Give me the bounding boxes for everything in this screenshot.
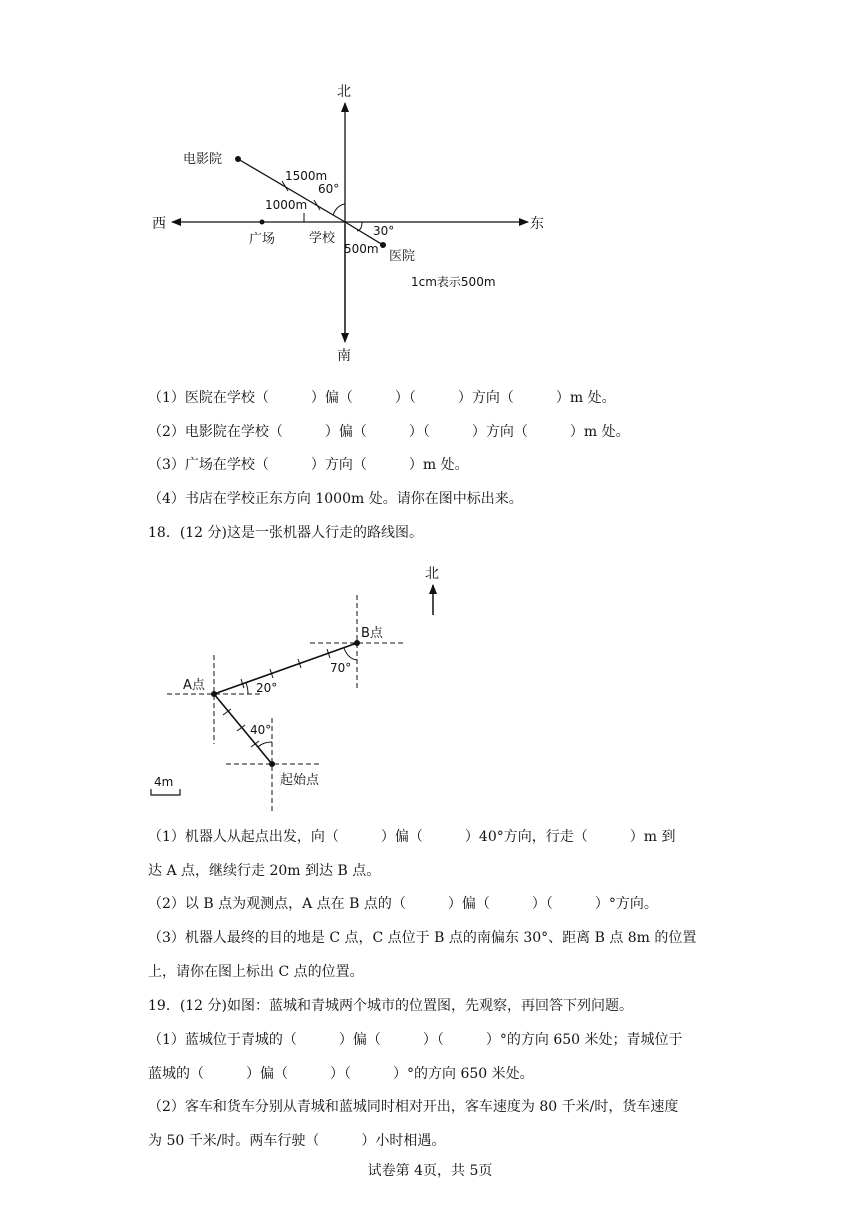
compass-map-diagram: [152, 84, 544, 364]
q19-line-1a: （1）蓝城位于青城的（ ）偏（ ）（ ）°的方向 650 米处；青城位于: [148, 1032, 683, 1048]
distance-1000-label: 1000m: [265, 198, 308, 212]
page-footer: 试卷第 4页，共 5页: [367, 1163, 493, 1179]
q19-line-2a: （2）客车和货车分别从青城和蓝城同时相对开出，客车速度为 80 千米/时，货车速度: [148, 1099, 679, 1115]
q18-line-1a: （1）机器人从起点出发，向（ ）偏（ ）40°方向，行走（ ）m 到: [148, 829, 676, 845]
q18-title: 18．(12 分)这是一张机器人行走的路线图。: [148, 525, 424, 541]
distance-500-label: 500m: [344, 242, 379, 256]
angle-40-label: 40°: [250, 723, 272, 737]
south-label: 南: [337, 348, 351, 364]
hospital-dot: [380, 242, 386, 248]
q17-line-4: （4）书店在学校正东方向 1000m 处。请你在图中标出来。: [148, 491, 523, 507]
q17-line-1: （1）医院在学校（ ）偏（ ）（ ）方向（ ）m 处。: [148, 390, 616, 406]
angle-20-label: 20°: [256, 681, 278, 695]
start-dot: [269, 761, 275, 767]
q17-line-2: （2）电影院在学校（ ）偏（ ）（ ）方向（ ）m 处。: [148, 424, 630, 440]
school-label: 学校: [309, 231, 336, 246]
north-label-2: 北: [425, 566, 439, 582]
hospital-label: 医院: [389, 249, 416, 264]
q18-line-2: （2）以 B 点为观测点，A 点在 B 点的（ ）偏（ ）（ ）°方向。: [148, 896, 658, 912]
angle-40-arc: [258, 742, 272, 747]
robot-route-diagram: [151, 566, 439, 812]
start-label: 起始点: [280, 773, 320, 788]
east-label: 东: [530, 216, 544, 232]
west-label: 西: [152, 216, 166, 232]
point-a-dot: [211, 691, 217, 697]
cinema-dot: [235, 156, 241, 162]
point-a-label: A点: [183, 678, 205, 693]
q18-line-3a: （3）机器人最终的目的地是 C 点，C 点位于 B 点的南偏东 30°、距离 B 点 8m 的位置: [148, 930, 697, 946]
cinema-label: 电影院: [183, 152, 223, 167]
angle-30-label: 30°: [373, 224, 395, 238]
square-dot: [260, 220, 265, 225]
angle-20-arc: [246, 683, 248, 694]
q19-line-1b: 蓝城的（ ）偏（ ）（ ）°的方向 650 米处。: [148, 1066, 534, 1082]
scale-label: 1cm表示500m: [411, 275, 496, 289]
scale-bar: [151, 789, 180, 795]
distance-1500-label: 1500m: [285, 169, 328, 183]
q18-line-1b: 达 A 点，继续行走 20m 到达 B 点。: [148, 863, 381, 879]
q17-line-3: （3）广场在学校（ ）方向（ ）m 处。: [148, 457, 469, 473]
angle-60-label: 60°: [318, 182, 340, 196]
q19-line-2b: 为 50 千米/时。两车行驶（ ）小时相遇。: [148, 1133, 446, 1149]
angle-70-arc: [344, 648, 357, 660]
north-label: 北: [337, 84, 351, 100]
scale-4m-label: 4m: [154, 775, 174, 789]
q18-line-3b: 上，请你在图上标出 C 点的位置。: [148, 964, 364, 980]
square-label: 广场: [249, 232, 276, 247]
point-b-label: B点: [361, 626, 383, 641]
point-b-dot: [354, 640, 360, 646]
angle-60-arc: [333, 204, 345, 215]
q19-title: 19．(12 分)如图：蓝城和青城两个城市的位置图，先观察，再回答下列问题。: [148, 998, 634, 1014]
angle-70-label: 70°: [330, 661, 352, 675]
